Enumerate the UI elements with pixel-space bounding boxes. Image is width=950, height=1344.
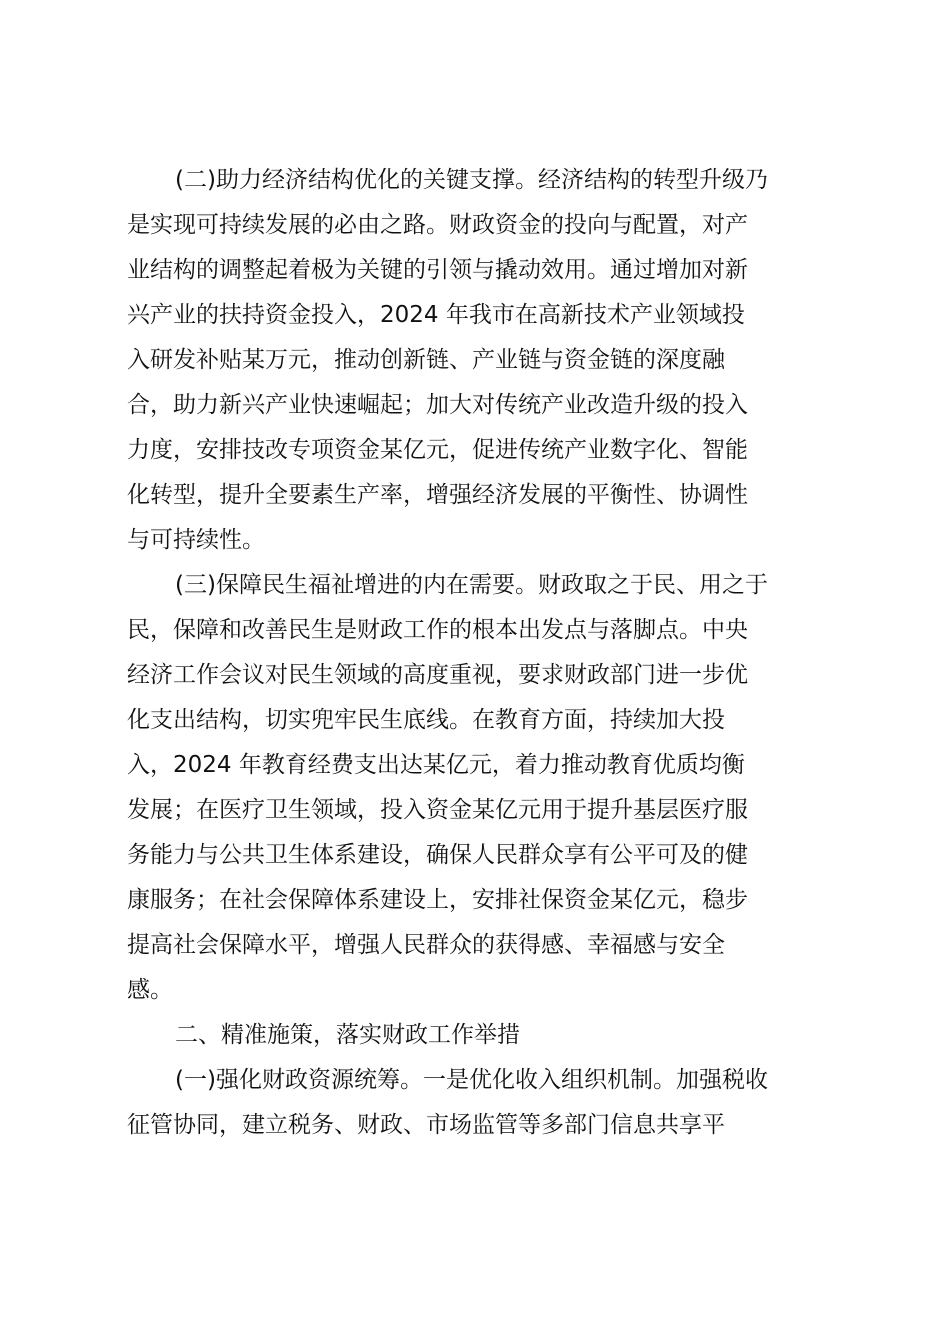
paragraph-line: (三)保障民生福祉增进的内在需要。财政取之于民、用之于 xyxy=(175,572,768,598)
paragraph-line: 康服务；在社会保障体系建设上，安排社保资金某亿元，稳步 xyxy=(127,887,748,913)
document-body xyxy=(127,158,827,1148)
paragraph-line: 经济工作会议对民生领域的高度重视，要求财政部门进一步优 xyxy=(127,662,748,688)
paragraph-line: 业结构的调整起着极为关键的引领与撬动效用。通过增加对新 xyxy=(127,257,748,283)
paragraph-economic-structure xyxy=(127,158,827,563)
section-heading: 二、精准施策，落实财政工作举措 xyxy=(175,1022,520,1048)
paragraph-line: 征管协同，建立税务、财政、市场监管等多部门信息共享平 xyxy=(127,1112,725,1138)
paragraph-line: 发展；在医疗卫生领域，投入资金某亿元用于提升基层医疗服 xyxy=(127,797,748,823)
paragraph-line: 入，2024 年教育经费支出达某亿元，着力推动教育优质均衡 xyxy=(127,752,745,778)
paragraph-line: (一)强化财政资源统筹。一是优化收入组织机制。加强税收 xyxy=(175,1067,768,1093)
paragraph-livelihood xyxy=(127,563,827,1013)
paragraph-line: 感。 xyxy=(127,977,173,1003)
paragraph-line: 提高社会保障水平，增强人民群众的获得感、幸福感与安全 xyxy=(127,932,725,958)
paragraph-line: 民，保障和改善民生是财政工作的根本出发点与落脚点。中央 xyxy=(127,617,748,643)
paragraph-line: 化转型，提升全要素生产率，增强经济发展的平衡性、协调性 xyxy=(127,482,748,508)
paragraph-line: 是实现可持续发展的必由之路。财政资金的投向与配置，对产 xyxy=(127,212,748,238)
paragraph-line: 合，助力新兴产业快速崛起；加大对传统产业改造升级的投入 xyxy=(127,392,748,418)
paragraph-resource-coordination xyxy=(127,1058,827,1148)
paragraph-line: 力度，安排技改专项资金某亿元，促进传统产业数字化、智能 xyxy=(127,437,748,463)
paragraph-line: 化支出结构，切实兜牢民生底线。在教育方面，持续加大投 xyxy=(127,707,725,733)
paragraph-line: 与可持续性。 xyxy=(127,527,265,553)
paragraph-line: 务能力与公共卫生体系建设，确保人民群众享有公平可及的健 xyxy=(127,842,748,868)
paragraph-line: (二)助力经济结构优化的关键支撑。经济结构的转型升级乃 xyxy=(175,167,768,193)
paragraph-line: 入研发补贴某万元，推动创新链、产业链与资金链的深度融 xyxy=(127,347,725,373)
paragraph-line: 兴产业的扶持资金投入，2024 年我市在高新技术产业领域投 xyxy=(127,302,745,328)
